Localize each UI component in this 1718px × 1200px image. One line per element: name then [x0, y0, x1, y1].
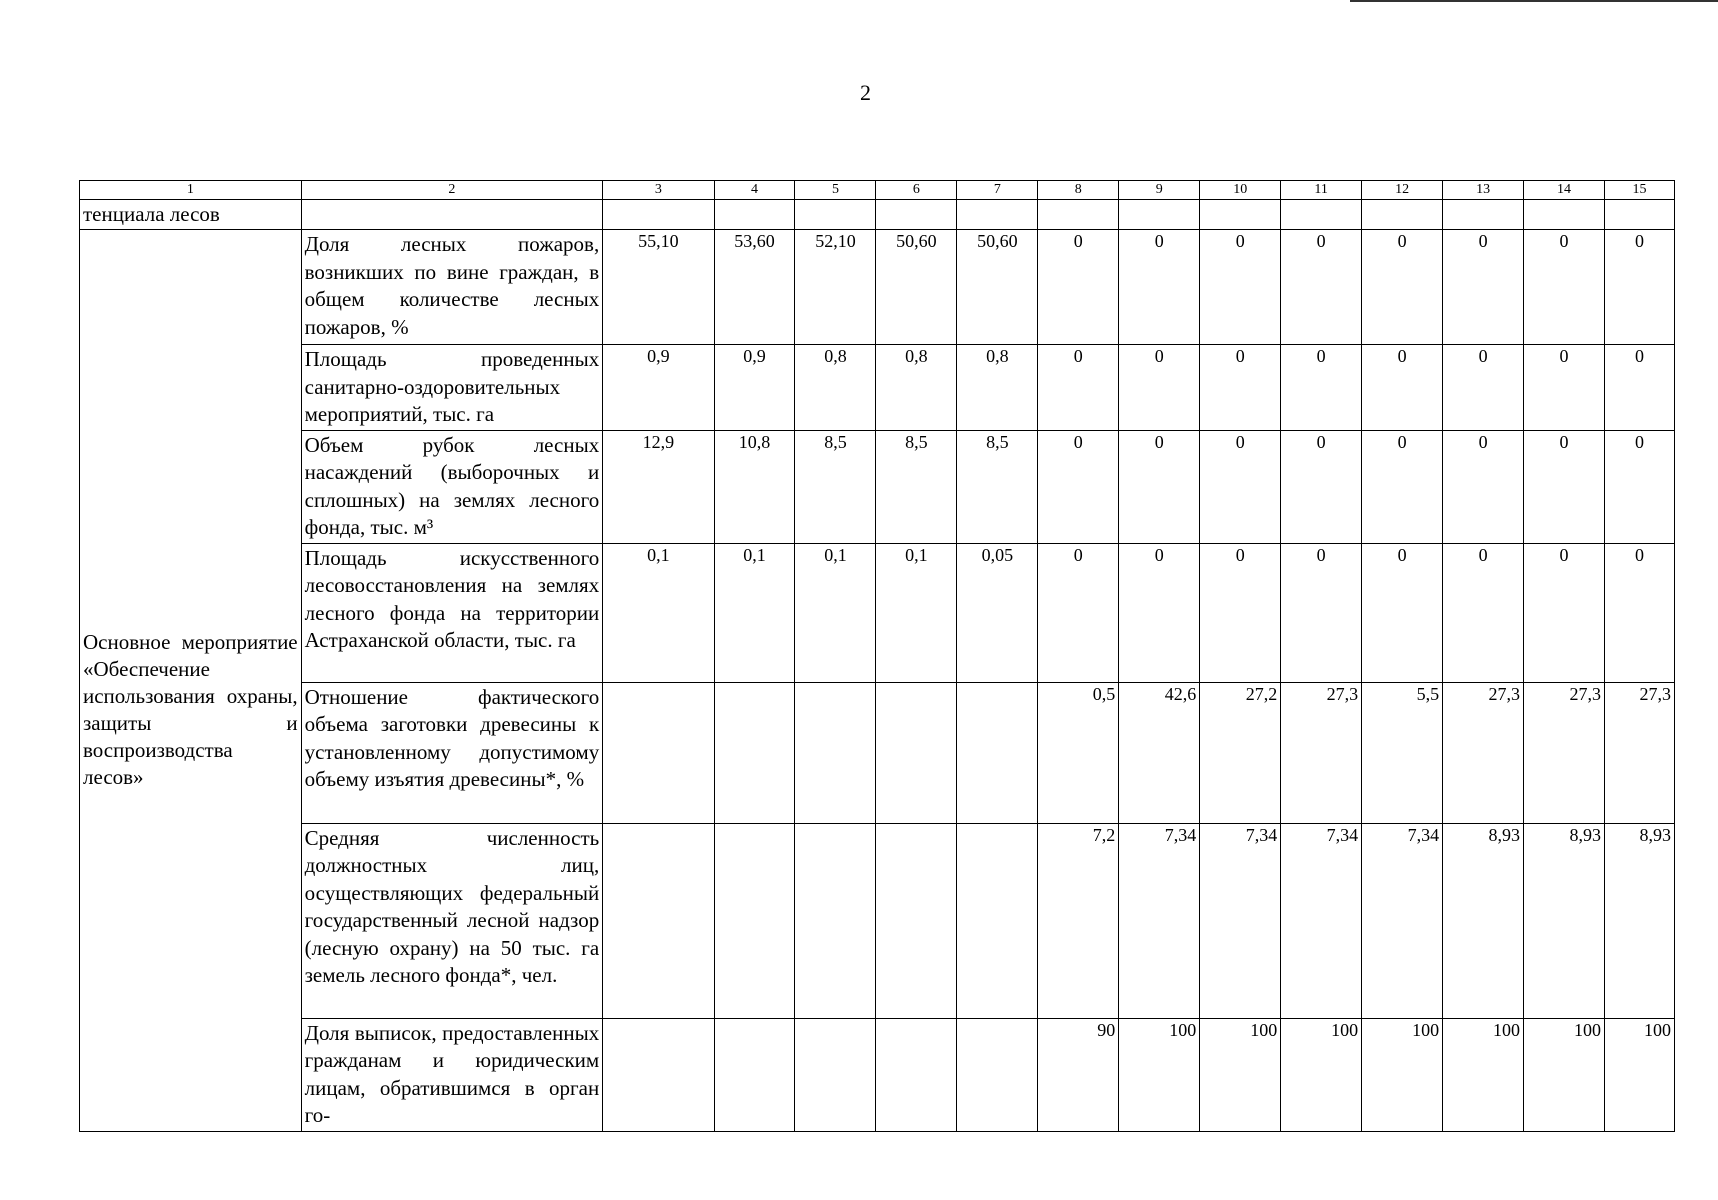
- indicator-name: Площадь искусственного лесовосстановления на землях лесного фонда на территории Астраханской области, тыс. га: [301, 543, 603, 682]
- value-cell: 0,1: [603, 543, 714, 682]
- empty-cell: [795, 200, 876, 230]
- value-cell: 53,60: [714, 230, 795, 345]
- indicator-name: Отношение фактического объема заготовки древесины к установленному допустимому объему изъятия древесины*, %: [301, 682, 603, 823]
- value-cell: 0,8: [876, 345, 957, 431]
- table-row: [80, 823, 1675, 1018]
- value-cell: 0: [1362, 430, 1443, 543]
- indicator-name: Площадь проведенных санитарно-оздоровительных мероприятий, тыс. га: [301, 345, 603, 431]
- value-cell: 0,5: [1038, 682, 1119, 823]
- value-cell: [957, 823, 1038, 1018]
- value-cell: [795, 823, 876, 1018]
- top-rule: [1350, 0, 1718, 2]
- page-number: 2: [860, 80, 871, 105]
- value-cell: 0: [1524, 430, 1605, 543]
- value-cell: [876, 823, 957, 1018]
- value-cell: 50,60: [957, 230, 1038, 345]
- indicator-name: Доля лесных пожаров, возникших по вине граждан, в общем количестве лесных пожаров, %: [301, 230, 603, 345]
- value-cell: 0: [1119, 430, 1200, 543]
- value-cell: 0: [1038, 230, 1119, 345]
- table-row: [80, 230, 1675, 345]
- continuation-text: тенциала лесов: [80, 200, 302, 230]
- column-number: 13: [1443, 181, 1524, 200]
- value-cell: 0: [1281, 230, 1362, 345]
- value-cell: 0: [1281, 345, 1362, 431]
- value-cell: 50,60: [876, 230, 957, 345]
- value-cell: 7,34: [1362, 823, 1443, 1018]
- value-cell: 42,6: [1119, 682, 1200, 823]
- value-cell: 0,9: [603, 345, 714, 431]
- value-cell: [714, 823, 795, 1018]
- indicator-name: Средняя численность должностных лиц, осуществляющих федеральный государственный лесной надзор (лесную охрану) на 50 тыс. га земель лесного фонда*, чел.: [301, 823, 603, 1018]
- column-number: 5: [795, 181, 876, 200]
- empty-cell: [603, 200, 714, 230]
- value-cell: 0,9: [714, 345, 795, 431]
- table-row: [80, 345, 1675, 431]
- value-cell: 0,1: [876, 543, 957, 682]
- table-row: [80, 682, 1675, 823]
- column-number: 15: [1605, 181, 1675, 200]
- empty-cell: [1200, 200, 1281, 230]
- value-cell: 27,2: [1200, 682, 1281, 823]
- value-cell: 0: [1119, 543, 1200, 682]
- value-cell: 0: [1281, 543, 1362, 682]
- empty-cell: [1524, 200, 1605, 230]
- column-number: 10: [1200, 181, 1281, 200]
- value-cell: 0: [1362, 345, 1443, 431]
- empty-cell: [957, 200, 1038, 230]
- value-cell: 8,93: [1605, 823, 1675, 1018]
- column-number: 12: [1362, 181, 1443, 200]
- empty-cell: [1443, 200, 1524, 230]
- value-cell: 8,5: [876, 430, 957, 543]
- table-body: [80, 181, 1675, 1132]
- value-cell: 0: [1605, 430, 1675, 543]
- value-cell: 52,10: [795, 230, 876, 345]
- value-cell: [795, 682, 876, 823]
- value-cell: 100: [1524, 1018, 1605, 1131]
- value-cell: 0: [1038, 345, 1119, 431]
- empty-cell: [1038, 200, 1119, 230]
- empty-cell: [876, 200, 957, 230]
- value-cell: 100: [1605, 1018, 1675, 1131]
- value-cell: 0: [1443, 430, 1524, 543]
- value-cell: 8,5: [795, 430, 876, 543]
- value-cell: [714, 682, 795, 823]
- value-cell: 100: [1119, 1018, 1200, 1131]
- value-cell: 0,05: [957, 543, 1038, 682]
- indicators-table: [79, 180, 1675, 1132]
- value-cell: 0,8: [957, 345, 1038, 431]
- value-cell: [603, 1018, 714, 1131]
- value-cell: 0: [1443, 543, 1524, 682]
- value-cell: 27,3: [1524, 682, 1605, 823]
- table-row: [80, 1018, 1675, 1131]
- value-cell: 0,8: [795, 345, 876, 431]
- column-number: 14: [1524, 181, 1605, 200]
- empty-cell: [301, 200, 603, 230]
- value-cell: 90: [1038, 1018, 1119, 1131]
- value-cell: 0: [1200, 230, 1281, 345]
- value-cell: 0: [1524, 230, 1605, 345]
- empty-cell: [1362, 200, 1443, 230]
- column-number: 9: [1119, 181, 1200, 200]
- value-cell: 8,93: [1524, 823, 1605, 1018]
- value-cell: [603, 682, 714, 823]
- value-cell: 0: [1605, 345, 1675, 431]
- value-cell: [603, 823, 714, 1018]
- value-cell: 7,2: [1038, 823, 1119, 1018]
- continuation-row: [80, 200, 1675, 230]
- value-cell: 100: [1362, 1018, 1443, 1131]
- value-cell: 12,9: [603, 430, 714, 543]
- value-cell: 0: [1524, 543, 1605, 682]
- value-cell: 10,8: [714, 430, 795, 543]
- empty-cell: [1605, 200, 1675, 230]
- empty-cell: [1281, 200, 1362, 230]
- value-cell: 0: [1038, 430, 1119, 543]
- empty-cell: [1119, 200, 1200, 230]
- column-number: 7: [957, 181, 1038, 200]
- value-cell: 0,1: [795, 543, 876, 682]
- value-cell: 0: [1119, 230, 1200, 345]
- value-cell: 0: [1119, 345, 1200, 431]
- value-cell: 0,1: [714, 543, 795, 682]
- value-cell: 0: [1200, 430, 1281, 543]
- value-cell: 8,5: [957, 430, 1038, 543]
- value-cell: 27,3: [1443, 682, 1524, 823]
- value-cell: 7,34: [1119, 823, 1200, 1018]
- value-cell: 100: [1443, 1018, 1524, 1131]
- group-label: Основное мероприятие «Обеспечение использования охраны, защиты и воспроизводства лесов»: [80, 230, 302, 1132]
- value-cell: 0: [1605, 543, 1675, 682]
- indicator-name: Объем рубок лесных насаждений (выборочных и сплошных) на землях лесного фонда, тыс. м³: [301, 430, 603, 543]
- value-cell: 0: [1443, 345, 1524, 431]
- value-cell: 0: [1443, 230, 1524, 345]
- value-cell: 7,34: [1200, 823, 1281, 1018]
- column-number: 1: [80, 181, 302, 200]
- table-row: [80, 430, 1675, 543]
- value-cell: 55,10: [603, 230, 714, 345]
- value-cell: 7,34: [1281, 823, 1362, 1018]
- value-cell: [876, 682, 957, 823]
- value-cell: 0: [1038, 543, 1119, 682]
- value-cell: 0: [1200, 345, 1281, 431]
- value-cell: [876, 1018, 957, 1131]
- value-cell: [957, 1018, 1038, 1131]
- column-number: 3: [603, 181, 714, 200]
- column-number: 6: [876, 181, 957, 200]
- value-cell: 27,3: [1281, 682, 1362, 823]
- column-number: 11: [1281, 181, 1362, 200]
- indicator-name: Доля выписок, предоставленных гражданам и юридическим лицам, обратившимся в орган го-: [301, 1018, 603, 1131]
- column-number: 2: [301, 181, 603, 200]
- column-number: 4: [714, 181, 795, 200]
- value-cell: [957, 682, 1038, 823]
- value-cell: 0: [1362, 230, 1443, 345]
- value-cell: [714, 1018, 795, 1131]
- value-cell: 0: [1605, 230, 1675, 345]
- header-row: [80, 181, 1675, 200]
- value-cell: 8,93: [1443, 823, 1524, 1018]
- table-row: [80, 543, 1675, 682]
- value-cell: 27,3: [1605, 682, 1675, 823]
- value-cell: 0: [1200, 543, 1281, 682]
- value-cell: 0: [1281, 430, 1362, 543]
- value-cell: 100: [1281, 1018, 1362, 1131]
- value-cell: 5,5: [1362, 682, 1443, 823]
- value-cell: 0: [1362, 543, 1443, 682]
- value-cell: 100: [1200, 1018, 1281, 1131]
- empty-cell: [714, 200, 795, 230]
- value-cell: [795, 1018, 876, 1131]
- column-number: 8: [1038, 181, 1119, 200]
- value-cell: 0: [1524, 345, 1605, 431]
